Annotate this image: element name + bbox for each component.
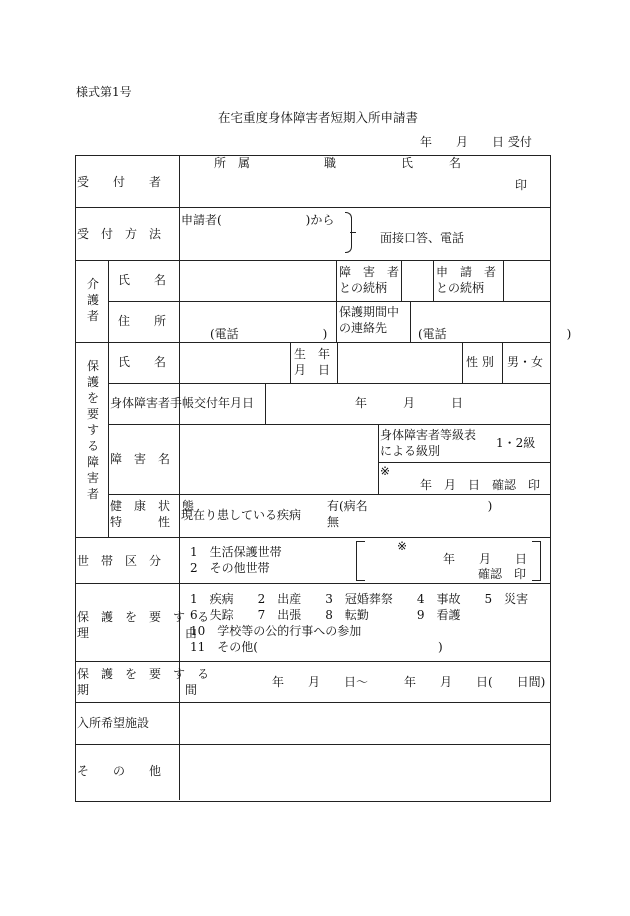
household-confirm: 確認 印 <box>478 567 527 581</box>
facility-label: 入所希望施設 <box>77 716 150 730</box>
period-label-a: 保 護 を 要 す る <box>77 667 210 681</box>
position-label: 職 <box>324 156 337 170</box>
seal-mark: 印 <box>515 178 528 192</box>
caregiver-phone: (電話 ) <box>210 327 328 341</box>
household-date: 年 月 日 <box>443 552 528 566</box>
household-mark: ※ <box>397 539 408 553</box>
household-option-1[interactable]: 1 生活保護世帯 <box>190 545 282 559</box>
health-label-b: 特 性 <box>110 515 171 529</box>
contact-phone: (電話 ) <box>418 327 572 341</box>
gender-value[interactable]: 男・女 <box>507 355 544 369</box>
reason-line-3: 10 学校等の公的行事への参加 <box>190 624 362 638</box>
reason-line-2: 6 失踪 7 出張 8 転勤 9 看護 <box>190 608 461 622</box>
method-label: 受 付 方 法 <box>77 227 162 241</box>
method-options: 面接口答、電話 <box>380 231 465 245</box>
reception-label: 受 付 者 <box>77 175 162 189</box>
form-number: 様式第1号 <box>76 85 132 99</box>
grade-confirm: 年 月 日 確認 印 <box>420 478 541 492</box>
grade-value: 1・2級 <box>496 436 536 450</box>
disease-label: 現在り患している疾病 <box>181 508 302 522</box>
applicant-from[interactable]: 申請者( )から <box>181 213 335 227</box>
received-date: 年 月 日 受付 <box>420 135 532 149</box>
reason-line-4: 11 その他( ) <box>190 640 443 654</box>
period-value: 年 月 日〜 年 月 日( 日間) <box>272 675 546 689</box>
health-label-a: 健 康 状 態 <box>110 499 195 513</box>
affiliation-label: 所 属 <box>214 156 251 170</box>
disease-no[interactable]: 無 <box>327 515 340 529</box>
relation-to-disabled-b: との続柄 <box>339 281 388 295</box>
person-label: 保護を要する障害者 <box>86 359 99 501</box>
page-title: 在宅重度身体障害者短期入所申請書 <box>218 110 419 125</box>
period-label-b: 期 間 <box>77 683 198 697</box>
grade-label-a: 身体障害者等級表 <box>380 428 477 442</box>
disease-yes[interactable]: 有(病名 ) <box>327 499 493 513</box>
household-option-2[interactable]: 2 その他世帯 <box>190 561 270 575</box>
contact-label-b: の連絡先 <box>339 321 388 335</box>
handbook-label: 身体障害者手帳交付年月日 <box>110 396 255 410</box>
caregiver-name-label: 氏 名 <box>118 273 167 287</box>
birth-label-a: 生 年 <box>294 347 331 361</box>
reason-label-b: 理 由 <box>77 626 198 640</box>
reason-line-1: 1 疾病 2 出産 3 冠婚葬祭 4 事故 5 災害 <box>190 592 529 606</box>
relation-to-applicant-a: 申 請 者 <box>436 265 497 279</box>
reason-label-a: 保 護 を 要 す る <box>77 610 210 624</box>
grade-mark: ※ <box>380 464 391 478</box>
grade-label-b: による級別 <box>380 444 441 458</box>
household-label: 世 帯 区 分 <box>77 554 162 568</box>
relation-to-applicant-b: との続柄 <box>436 281 485 295</box>
gender-label: 性 別 <box>466 355 494 369</box>
disability-label: 障 害 名 <box>110 452 171 466</box>
birth-label-b: 月 日 <box>294 363 331 377</box>
caregiver-label: 介護者 <box>86 277 99 323</box>
relation-to-disabled-a: 障 害 者 <box>339 265 400 279</box>
person-name-label: 氏 名 <box>118 355 167 369</box>
contact-label-a: 保護期間中 <box>339 305 400 319</box>
caregiver-address-label: 住 所 <box>118 314 167 328</box>
receiver-name-label: 氏 名 <box>401 156 462 170</box>
other-label: そ の 他 <box>77 764 162 778</box>
handbook-date: 年 月 日 <box>355 396 464 410</box>
